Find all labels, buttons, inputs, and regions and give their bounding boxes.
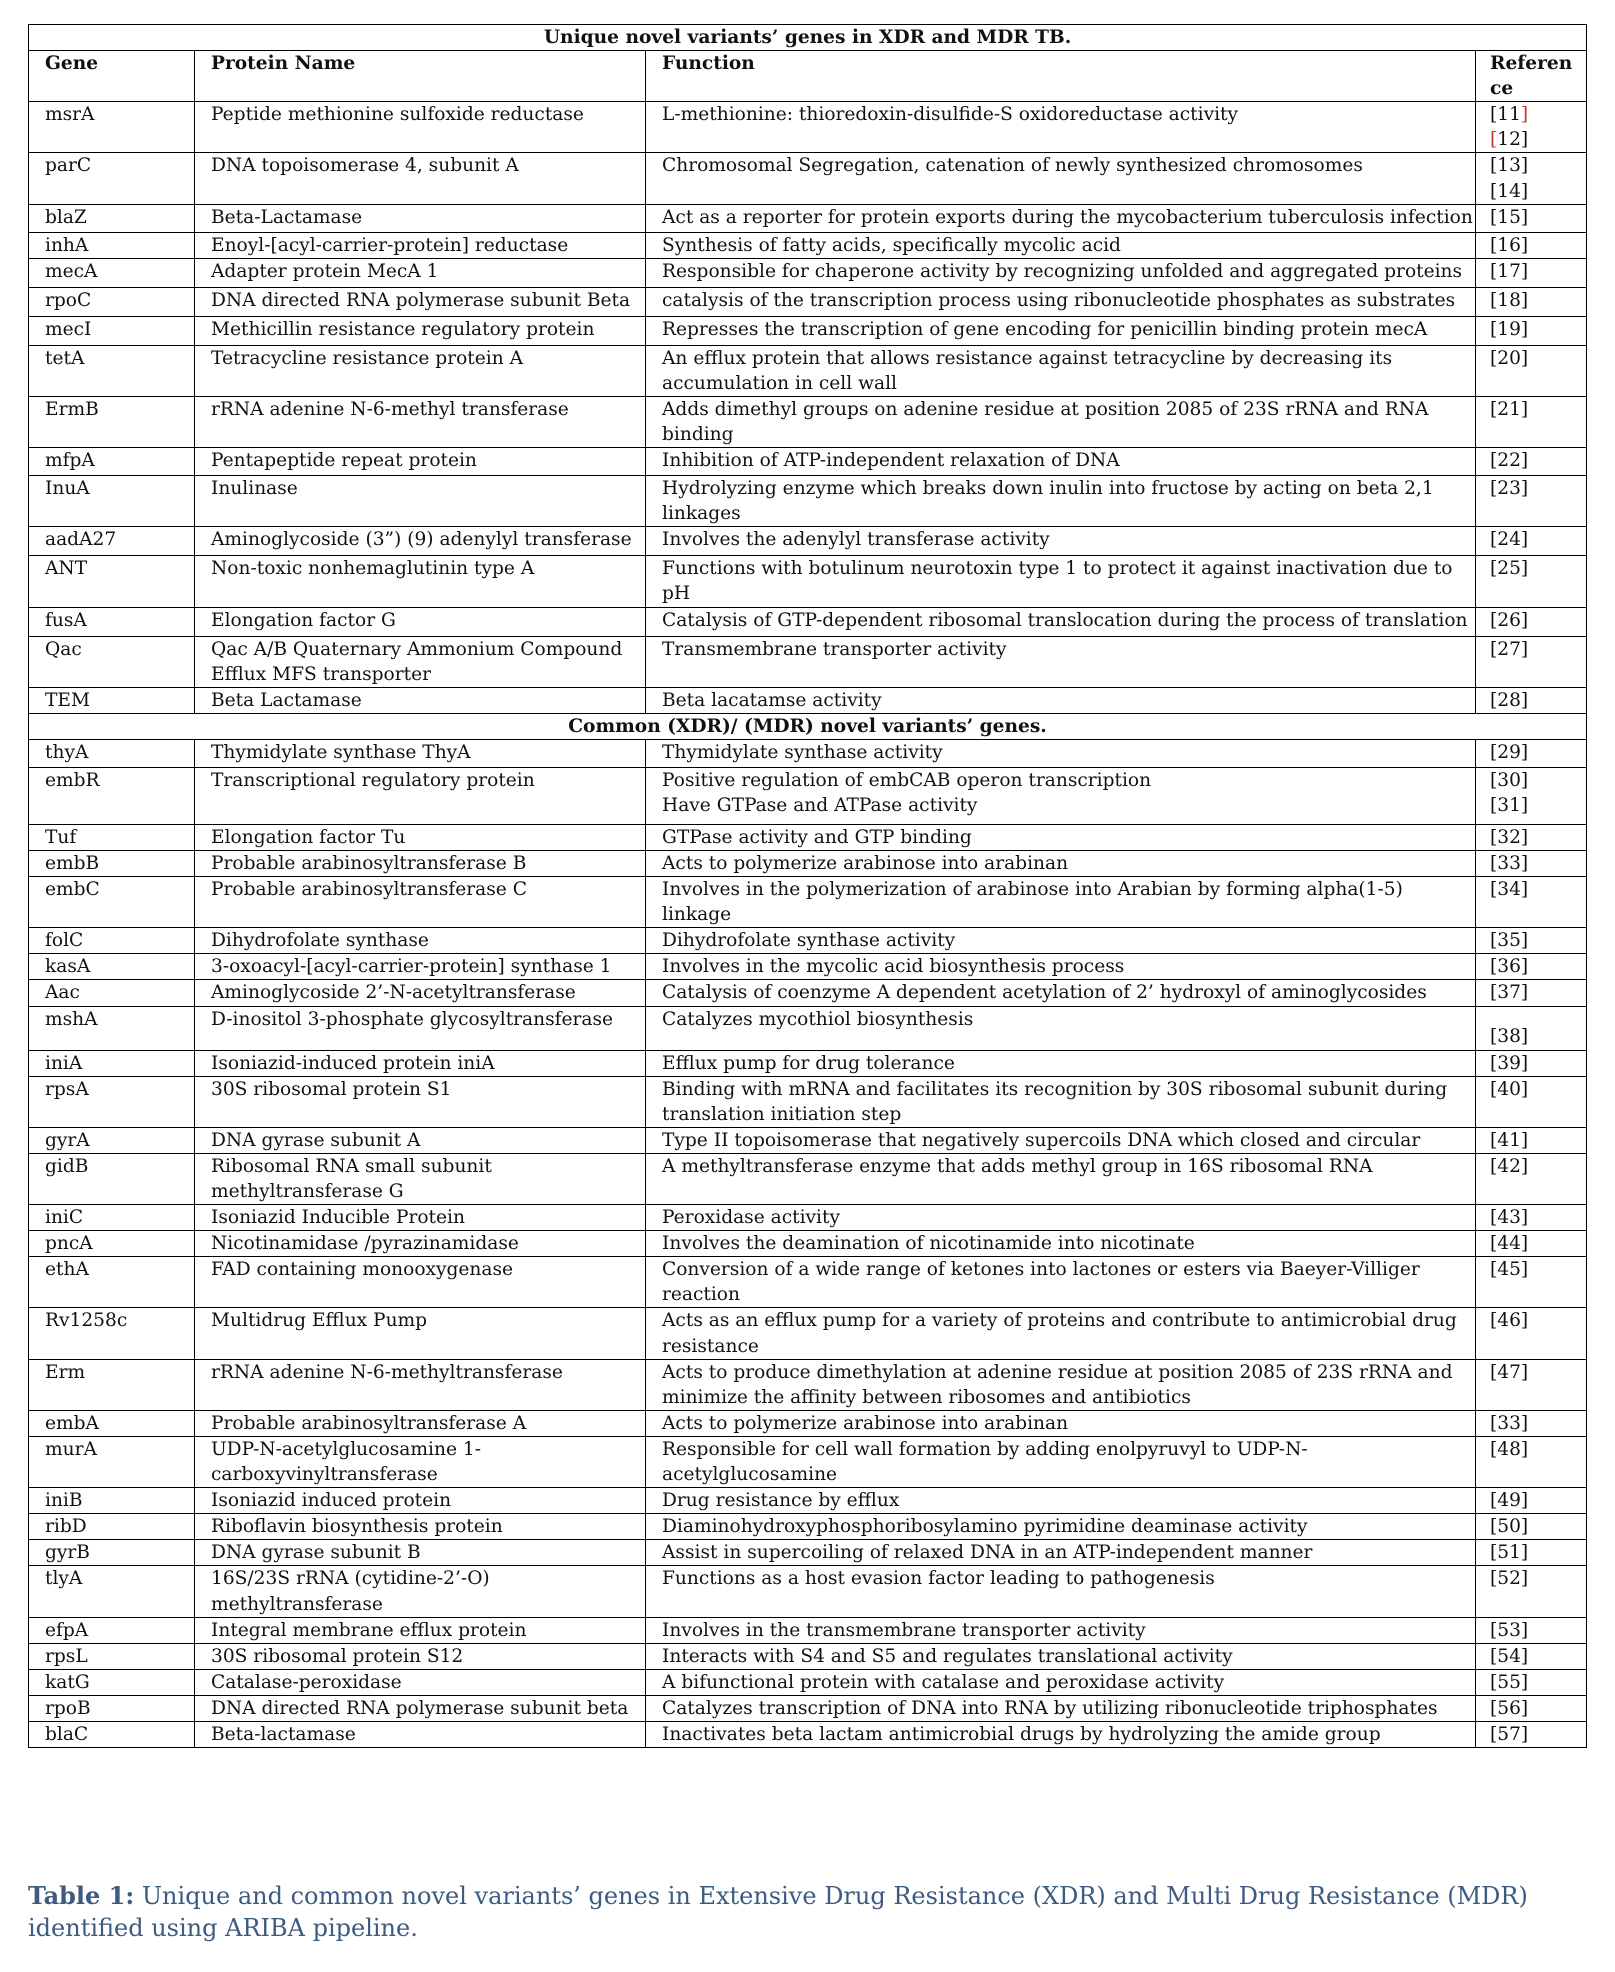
function-cell: Synthesis of fatty acids, specifically mycolic acid	[646, 232, 1476, 258]
reference-cell	[1476, 877, 1587, 928]
reference-link[interactable]: [21]	[1490, 398, 1529, 420]
function-cell: A methyltransferase enzyme that adds methyl group in 16S ribosomal RNA	[646, 1153, 1476, 1204]
table-row	[29, 1540, 1587, 1566]
protein-name-cell: Inulinase	[195, 476, 646, 527]
function-cell: Represses the transcription of gene encoding for penicillin binding protein mecA	[646, 316, 1476, 345]
reference-link[interactable]: [25]	[1490, 558, 1529, 580]
function-cell: GTPase activity and GTP binding	[646, 824, 1476, 850]
table-row	[29, 527, 1587, 556]
reference-cell	[1476, 1488, 1587, 1514]
function-cell: L-methionine: thioredoxin-disulfide-S oxidoreductase activity	[646, 102, 1476, 153]
protein-name-cell: Methicillin resistance regulatory protein	[195, 316, 646, 345]
table-row	[29, 739, 1587, 767]
reference-link[interactable]: [50]	[1490, 1516, 1529, 1538]
reference-link[interactable]: [29]	[1490, 741, 1529, 763]
function-cell: Catalyzes transcription of DNA into RNA by utilizing ribonucleotide triphosphates	[646, 1695, 1476, 1721]
gene-cell: gidB	[29, 1153, 195, 1204]
reference-cell	[1476, 1617, 1587, 1643]
reference-cell	[1476, 954, 1587, 980]
table-row	[29, 1050, 1587, 1076]
reference-link[interactable]: [56]	[1490, 1697, 1529, 1719]
protein-name-cell: Nicotinamidase /pyrazinamidase	[195, 1231, 646, 1257]
function-cell: Conversion of a wide range of ketones into lactones or esters via Baeyer-Villiger reaction	[646, 1257, 1476, 1308]
reference-link[interactable]: [12]	[1490, 129, 1529, 151]
reference-link[interactable]: [55]	[1490, 1671, 1529, 1693]
protein-name-cell: Enoyl-[acyl-carrier-protein] reductase	[195, 232, 646, 258]
protein-name-cell: UDP-N-acetylglucosamine 1-carboxyvinyltransferase	[195, 1436, 646, 1487]
gene-cell: Rv1258c	[29, 1308, 195, 1359]
reference-link[interactable]: [18]	[1490, 289, 1529, 311]
table-caption	[28, 1880, 1588, 1945]
function-cell: Peroxidase activity	[646, 1205, 1476, 1231]
reference-link[interactable]: [54]	[1490, 1645, 1529, 1667]
protein-name-cell: DNA topoisomerase 4, subunit A	[195, 153, 646, 204]
reference-cell	[1476, 476, 1587, 527]
function-cell: Responsible for chaperone activity by recognizing unfolded and aggregated proteins	[646, 258, 1476, 287]
gene-cell: mfpA	[29, 448, 195, 476]
section-title-row	[29, 25, 1587, 51]
table-row	[29, 1006, 1587, 1050]
reference-link[interactable]: [31]	[1490, 794, 1529, 816]
reference-link[interactable]: [28]	[1490, 689, 1529, 711]
gene-cell: Aac	[29, 980, 195, 1006]
gene-cell: pncA	[29, 1231, 195, 1257]
gene-cell: rpsL	[29, 1643, 195, 1669]
gene-cell: tlyA	[29, 1566, 195, 1617]
function-cell: Inactivates beta lactam antimicrobial drugs by hydrolyzing the amide group	[646, 1721, 1476, 1747]
table-row	[29, 102, 1587, 153]
gene-table	[28, 24, 1587, 1748]
reference-link[interactable]: [34]	[1490, 879, 1529, 901]
reference-link[interactable]: [30]	[1490, 769, 1529, 791]
protein-name-cell: 3-oxoacyl-[acyl-carrier-protein] synthase 1	[195, 954, 646, 980]
function-cell: An efflux protein that allows resistance against tetracycline by decreasing its accumulation in cell wall	[646, 345, 1476, 396]
gene-cell: embR	[29, 767, 195, 824]
table-row	[29, 476, 1587, 527]
table-row	[29, 345, 1587, 396]
reference-cell	[1476, 1695, 1587, 1721]
protein-name-cell: Beta Lactamase	[195, 687, 646, 713]
protein-name-cell: Aminoglycoside (3”) (9) adenylyl transferase	[195, 527, 646, 556]
reference-link[interactable]: [38]	[1490, 1026, 1529, 1048]
gene-cell: iniA	[29, 1050, 195, 1076]
reference-link[interactable]: [46]	[1490, 1310, 1529, 1332]
table-row	[29, 1205, 1587, 1231]
protein-name-cell: 30S ribosomal protein S1	[195, 1076, 646, 1127]
function-cell: Transmembrane transporter activity	[646, 636, 1476, 687]
function-cell: Catalyzes mycothiol biosynthesis	[646, 1006, 1476, 1050]
protein-name-cell: 30S ribosomal protein S12	[195, 1643, 646, 1669]
table-row	[29, 287, 1587, 316]
reference-link[interactable]: [37]	[1490, 982, 1529, 1004]
reference-link[interactable]: [14]	[1490, 180, 1529, 202]
table-row	[29, 204, 1587, 232]
reference-link[interactable]: [19]	[1490, 318, 1529, 340]
reference-cell	[1476, 1540, 1587, 1566]
protein-name-cell: Ribosomal RNA small subunit methyltransferase G	[195, 1153, 646, 1204]
protein-name-cell: Catalase-peroxidase	[195, 1669, 646, 1695]
table-row	[29, 232, 1587, 258]
reference-link[interactable]: [48]	[1490, 1438, 1529, 1460]
table-row	[29, 316, 1587, 345]
protein-name-cell: Integral membrane efflux protein	[195, 1617, 646, 1643]
function-cell: Hydrolyzing enzyme which breaks down inulin into fructose by acting on beta 2,1 linkages	[646, 476, 1476, 527]
section-title: Unique novel variants’ genes in XDR and MDR TB.	[29, 25, 1587, 51]
table-row	[29, 980, 1587, 1006]
protein-name-cell: Isoniazid-induced protein iniA	[195, 1050, 646, 1076]
reference-link[interactable]: [53]	[1490, 1619, 1529, 1641]
gene-table-container	[28, 24, 1586, 1748]
table-row	[29, 258, 1587, 287]
gene-cell: aadA27	[29, 527, 195, 556]
protein-name-cell: Thymidylate synthase ThyA	[195, 739, 646, 767]
table-row	[29, 1514, 1587, 1540]
gene-cell: rpsA	[29, 1076, 195, 1127]
protein-name-cell: Adapter protein MecA 1	[195, 258, 646, 287]
reference-cell	[1476, 527, 1587, 556]
function-cell: Act as a reporter for protein exports during the mycobacterium tuberculosis infection	[646, 204, 1476, 232]
function-cell: A bifunctional protein with catalase and peroxidase activity	[646, 1669, 1476, 1695]
gene-cell: embA	[29, 1410, 195, 1436]
reference-cell	[1476, 636, 1587, 687]
reference-link[interactable]: [35]	[1490, 930, 1529, 952]
protein-name-cell: Aminoglycoside 2’-N-acetyltransferase	[195, 980, 646, 1006]
table-row	[29, 1643, 1587, 1669]
gene-cell: ANT	[29, 556, 195, 607]
reference-cell	[1476, 287, 1587, 316]
protein-name-cell: Transcriptional regulatory protein	[195, 767, 646, 824]
protein-name-cell: Multidrug Efflux Pump	[195, 1308, 646, 1359]
reference-link[interactable]: [41]	[1490, 1129, 1529, 1151]
function-cell: Involves the deamination of nicotinamide into nicotinate	[646, 1231, 1476, 1257]
protein-name-cell: DNA gyrase subunit A	[195, 1127, 646, 1153]
protein-name-cell: Qac A/B Quaternary Ammonium Compound Efflux MFS transporter	[195, 636, 646, 687]
table-row	[29, 636, 1587, 687]
function-cell: Involves in the polymerization of arabinose into Arabian by forming alpha(1-5) linkage	[646, 877, 1476, 928]
reference-link[interactable]: [51]	[1490, 1542, 1529, 1564]
function-cell: Drug resistance by efflux	[646, 1488, 1476, 1514]
section-title: Common (XDR)/ (MDR) novel variants’ genes.	[29, 713, 1587, 739]
gene-cell: rpoC	[29, 287, 195, 316]
table-row	[29, 1488, 1587, 1514]
reference-cell	[1476, 687, 1587, 713]
reference-link[interactable]: [15]	[1490, 206, 1529, 228]
function-cell: Functions as a host evasion factor leading to pathogenesis	[646, 1566, 1476, 1617]
gene-cell: tetA	[29, 345, 195, 396]
header-row	[29, 51, 1587, 102]
gene-cell: efpA	[29, 1617, 195, 1643]
table-row	[29, 448, 1587, 476]
protein-name-cell: FAD containing monooxygenase	[195, 1257, 646, 1308]
protein-name-cell: Tetracycline resistance protein A	[195, 345, 646, 396]
gene-cell: parC	[29, 153, 195, 204]
reference-cell	[1476, 448, 1587, 476]
protein-name-cell: 16S/23S rRNA (cytidine-2’-O) methyltransferase	[195, 1566, 646, 1617]
gene-cell: InuA	[29, 476, 195, 527]
reference-link[interactable]: [33]	[1490, 1412, 1529, 1434]
reference-link[interactable]: [43]	[1490, 1207, 1529, 1229]
gene-cell: thyA	[29, 739, 195, 767]
reference-cell	[1476, 153, 1587, 204]
function-cell: Acts as an efflux pump for a variety of proteins and contribute to antimicrobial drug resistance	[646, 1308, 1476, 1359]
section-title-row	[29, 713, 1587, 739]
reference-link[interactable]: [40]	[1490, 1078, 1529, 1100]
reference-cell	[1476, 1359, 1587, 1410]
reference-link[interactable]: [22]	[1490, 450, 1529, 472]
function-cell: Acts to produce dimethylation at adenine residue at position 2085 of 23S rRNA and minimize the affinity between ribosomes and antibiotics	[646, 1359, 1476, 1410]
protein-name-cell: Isoniazid induced protein	[195, 1488, 646, 1514]
header-reference: Referen ce	[1476, 51, 1587, 102]
gene-cell: msrA	[29, 102, 195, 153]
function-cell: Responsible for cell wall formation by adding enolpyruvyl to UDP-N-acetylglucosamine	[646, 1436, 1476, 1487]
function-cell: Dihydrofolate synthase activity	[646, 928, 1476, 954]
function-cell: Involves the adenylyl transferase activity	[646, 527, 1476, 556]
reference-cell	[1476, 1006, 1587, 1050]
reference-link[interactable]: [32]	[1490, 826, 1529, 848]
table-row	[29, 1153, 1587, 1204]
reference-cell	[1476, 1153, 1587, 1204]
protein-name-cell: DNA gyrase subunit B	[195, 1540, 646, 1566]
gene-cell: folC	[29, 928, 195, 954]
gene-cell: gyrB	[29, 1540, 195, 1566]
gene-cell: iniB	[29, 1488, 195, 1514]
reference-cell	[1476, 556, 1587, 607]
gene-cell: rpoB	[29, 1695, 195, 1721]
reference-cell	[1476, 1436, 1587, 1487]
protein-name-cell: D-inositol 3-phosphate glycosyltransferase	[195, 1006, 646, 1050]
protein-name-cell: Elongation factor G	[195, 607, 646, 636]
reference-link[interactable]: [52]	[1490, 1568, 1529, 1590]
reference-cell	[1476, 1257, 1587, 1308]
function-cell: Catalysis of GTP-dependent ribosomal translocation during the process of translation	[646, 607, 1476, 636]
function-cell: Acts to polymerize arabinose into arabinan	[646, 1410, 1476, 1436]
table-row	[29, 1617, 1587, 1643]
reference-cell	[1476, 258, 1587, 287]
table-row	[29, 1695, 1587, 1721]
protein-name-cell: Peptide methionine sulfoxide reductase	[195, 102, 646, 153]
reference-cell	[1476, 102, 1587, 153]
function-cell: Assist in supercoiling of relaxed DNA in an ATP-independent manner	[646, 1540, 1476, 1566]
gene-cell: embC	[29, 877, 195, 928]
reference-cell	[1476, 1231, 1587, 1257]
protein-name-cell: Isoniazid Inducible Protein	[195, 1205, 646, 1231]
reference-cell	[1476, 980, 1587, 1006]
reference-link[interactable]: [17]	[1490, 260, 1529, 282]
reference-cell	[1476, 767, 1587, 824]
caption-text: Unique and common novel variants’ genes in Extensive Drug Resistance (XDR) and Multi Drug Resistance (MDR) identified using ARIBA pipeline.	[28, 1882, 1528, 1943]
gene-cell: iniC	[29, 1205, 195, 1231]
table-row	[29, 877, 1587, 928]
reference-cell	[1476, 1205, 1587, 1231]
reference-cell	[1476, 396, 1587, 447]
reference-cell	[1476, 1566, 1587, 1617]
function-cell: Binding with mRNA and facilitates its recognition by 30S ribosomal subunit during translation initiation step	[646, 1076, 1476, 1127]
reference-link[interactable]: [33]	[1490, 852, 1529, 874]
gene-cell: mecI	[29, 316, 195, 345]
header-protein: Protein Name	[195, 51, 646, 102]
function-cell: Inhibition of ATP-independent relaxation of DNA	[646, 448, 1476, 476]
reference-link[interactable]: [24]	[1490, 529, 1529, 551]
gene-cell: Tuf	[29, 824, 195, 850]
gene-cell: Qac	[29, 636, 195, 687]
table-row	[29, 1308, 1587, 1359]
table-row	[29, 153, 1587, 204]
protein-name-cell: Beta-Lactamase	[195, 204, 646, 232]
table-row	[29, 556, 1587, 607]
table-row	[29, 1669, 1587, 1695]
gene-cell: blaC	[29, 1721, 195, 1747]
reference-link[interactable]: [42]	[1490, 1155, 1529, 1177]
table-row	[29, 767, 1587, 824]
protein-name-cell: DNA directed RNA polymerase subunit Beta	[195, 287, 646, 316]
reference-cell	[1476, 928, 1587, 954]
reference-cell	[1476, 850, 1587, 876]
reference-cell	[1476, 1127, 1587, 1153]
protein-name-cell: rRNA adenine N-6-methyl transferase	[195, 396, 646, 447]
reference-cell	[1476, 824, 1587, 850]
protein-name-cell: Probable arabinosyltransferase A	[195, 1410, 646, 1436]
function-line: Positive regulation of embCAB operon transcription	[662, 769, 1152, 791]
gene-cell: ErmB	[29, 396, 195, 447]
gene-cell: TEM	[29, 687, 195, 713]
reference-link[interactable]: [36]	[1490, 956, 1529, 978]
reference-link[interactable]: [44]	[1490, 1233, 1529, 1255]
gene-cell: mecA	[29, 258, 195, 287]
reference-link[interactable]: [27]	[1490, 638, 1529, 660]
gene-cell: ribD	[29, 1514, 195, 1540]
reference-cell	[1476, 739, 1587, 767]
protein-name-cell: Probable arabinosyltransferase B	[195, 850, 646, 876]
table-row	[29, 1410, 1587, 1436]
function-cell	[646, 767, 1476, 824]
function-cell: catalysis of the transcription process using ribonucleotide phosphates as substrates	[646, 287, 1476, 316]
reference-cell	[1476, 1643, 1587, 1669]
table-row	[29, 1257, 1587, 1308]
gene-cell: murA	[29, 1436, 195, 1487]
header-gene: Gene	[29, 51, 195, 102]
function-cell: Functions with botulinum neurotoxin type 1 to protect it against inactivation due to pH	[646, 556, 1476, 607]
function-cell: Type II topoisomerase that negatively supercoils DNA which closed and circular	[646, 1127, 1476, 1153]
reference-link[interactable]: [45]	[1490, 1259, 1529, 1281]
reference-cell	[1476, 1410, 1587, 1436]
protein-name-cell: Non-toxic nonhemaglutinin type A	[195, 556, 646, 607]
function-cell: Thymidylate synthase activity	[646, 739, 1476, 767]
gene-cell: mshA	[29, 1006, 195, 1050]
reference-cell	[1476, 607, 1587, 636]
gene-cell: Erm	[29, 1359, 195, 1410]
function-cell: Involves in the mycolic acid biosynthesis process	[646, 954, 1476, 980]
reference-link[interactable]: [13]	[1490, 155, 1529, 177]
protein-name-cell: rRNA adenine N-6-methyltransferase	[195, 1359, 646, 1410]
reference-cell	[1476, 1514, 1587, 1540]
caption-label: Table 1:	[28, 1881, 135, 1910]
table-row	[29, 607, 1587, 636]
reference-link[interactable]: [49]	[1490, 1490, 1529, 1512]
protein-name-cell: Pentapeptide repeat protein	[195, 448, 646, 476]
reference-link[interactable]: [26]	[1490, 609, 1529, 631]
protein-name-cell: Elongation factor Tu	[195, 824, 646, 850]
gene-cell: katG	[29, 1669, 195, 1695]
gene-cell: embB	[29, 850, 195, 876]
table-row	[29, 1359, 1587, 1410]
reference-link[interactable]: [20]	[1490, 347, 1529, 369]
function-cell: Interacts with S4 and S5 and regulates translational activity	[646, 1643, 1476, 1669]
table-row	[29, 824, 1587, 850]
reference-link[interactable]: [16]	[1490, 234, 1529, 256]
function-cell: Involves in the transmembrane transporter activity	[646, 1617, 1476, 1643]
table-row	[29, 850, 1587, 876]
function-cell: Chromosomal Segregation, catenation of newly synthesized chromosomes	[646, 153, 1476, 204]
reference-link[interactable]: [39]	[1490, 1052, 1529, 1074]
reference-cell	[1476, 1308, 1587, 1359]
table-row	[29, 1076, 1587, 1127]
reference-cell	[1476, 316, 1587, 345]
protein-name-cell: Probable arabinosyltransferase C	[195, 877, 646, 928]
reference-cell	[1476, 345, 1587, 396]
reference-cell	[1476, 1050, 1587, 1076]
reference-link[interactable]: [23]	[1490, 478, 1529, 500]
protein-name-cell: Riboflavin biosynthesis protein	[195, 1514, 646, 1540]
function-cell: Catalysis of coenzyme A dependent acetylation of 2’ hydroxyl of aminoglycosides	[646, 980, 1476, 1006]
gene-cell: inhA	[29, 232, 195, 258]
function-cell: Diaminohydroxyphosphoribosylamino pyrimidine deaminase activity	[646, 1514, 1476, 1540]
table-row	[29, 1566, 1587, 1617]
gene-cell: ethA	[29, 1257, 195, 1308]
gene-cell: gyrA	[29, 1127, 195, 1153]
function-cell: Efflux pump for drug tolerance	[646, 1050, 1476, 1076]
gene-cell: fusA	[29, 607, 195, 636]
table-row	[29, 1127, 1587, 1153]
header-function: Function	[646, 51, 1476, 102]
reference-cell	[1476, 1669, 1587, 1695]
function-cell: Acts to polymerize arabinose into arabinan	[646, 850, 1476, 876]
reference-link[interactable]: [57]	[1490, 1723, 1529, 1745]
protein-name-cell: Beta-lactamase	[195, 1721, 646, 1747]
function-cell: Adds dimethyl groups on adenine residue at position 2085 of 23S rRNA and RNA binding	[646, 396, 1476, 447]
reference-cell	[1476, 204, 1587, 232]
gene-cell: kasA	[29, 954, 195, 980]
table-row	[29, 1436, 1587, 1487]
gene-cell: blaZ	[29, 204, 195, 232]
table-row	[29, 1721, 1587, 1747]
function-line: Have GTPase and ATPase activity	[662, 794, 978, 816]
reference-cell	[1476, 1076, 1587, 1127]
protein-name-cell: Dihydrofolate synthase	[195, 928, 646, 954]
table-row	[29, 1231, 1587, 1257]
table-row	[29, 396, 1587, 447]
table-row	[29, 928, 1587, 954]
protein-name-cell: DNA directed RNA polymerase subunit beta	[195, 1695, 646, 1721]
function-cell: Beta lacatamse activity	[646, 687, 1476, 713]
reference-cell	[1476, 232, 1587, 258]
reference-link[interactable]: [47]	[1490, 1361, 1529, 1383]
reference-cell	[1476, 1721, 1587, 1747]
reference-link[interactable]: [11]	[1490, 104, 1529, 126]
table-row	[29, 687, 1587, 713]
table-row	[29, 954, 1587, 980]
